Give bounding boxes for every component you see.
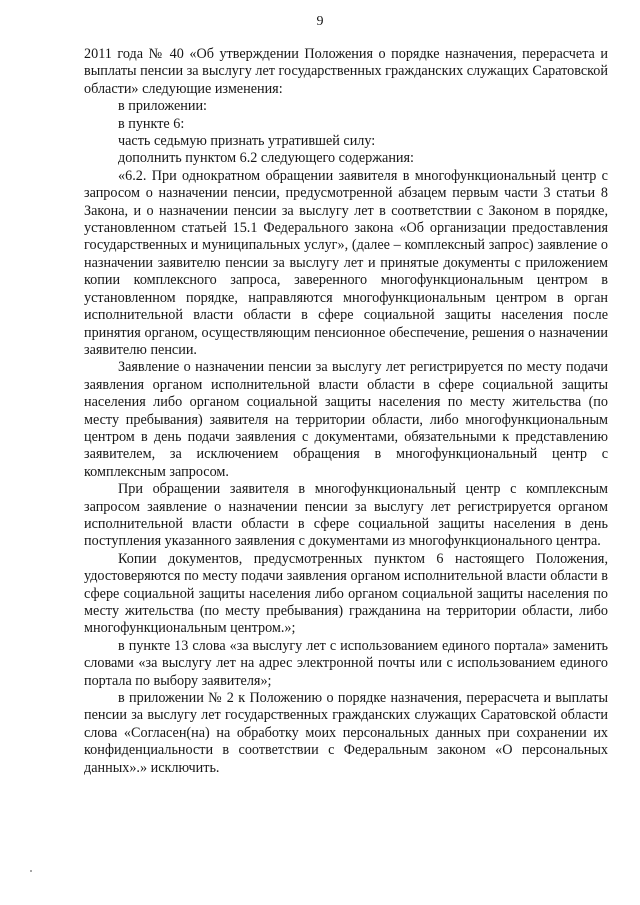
scan-speck xyxy=(30,870,32,872)
paragraph-intro: 2011 года № 40 «Об утверждении Положения о порядке назначения, перерасчета и выплаты пенсии за выслугу лет государственных гражданских служащих Саратовской области» следующие изменения: xyxy=(84,46,608,97)
document-body xyxy=(84,46,608,777)
paragraph-add-item: дополнить пунктом 6.2 следующего содержания: xyxy=(118,150,414,167)
paragraph-item-13: в пункте 13 слова «за выслугу лет с использованием единого портала» заменить словами «за выслугу лет на адрес электронной почты или с использованием единого портала по выбору заявителя»; xyxy=(84,637,608,689)
paragraph-registration: Заявление о назначении пенсии за выслугу лет регистрируется по месту подачи заявления органом исполнительной власти области в сфере социальной защиты населения либо органом социальной защиты населения по месту жительства (по месту пребывания) заявителя на территории области, либо многофункциональным центром в день подачи заявления с документами, обязательными к представлению заявителем, за исключением обращения в многофункциональный центр с комплексным запросом. xyxy=(84,359,608,480)
page-number: 9 xyxy=(316,14,324,29)
paragraph-part-seven: часть седьмую признать утратившей силу: xyxy=(118,133,376,150)
paragraph-item-6: в пункте 6: xyxy=(118,115,185,132)
paragraph-appendix-2: в приложении № 2 к Положению о порядке назначения, перерасчета и выплаты пенсии за выслугу лет государственных гражданских служащих Саратовской области слова «Согласен(на) на обработку моих персональных данных при сохранении их конфиденциальности в соответствии с Федеральным законом «О персональных данных».» исключить. xyxy=(84,690,608,776)
paragraph-document-copies: Копии документов, предусмотренных пунктом 6 настоящего Положения, удостоверяются по месту подачи заявления органом исполнительной власти области в сфере социальной защиты населения либо органом социальной защиты населения по месту жительства (по месту пребывания) гражданина на территории области, либо многофункциональным центром.»; xyxy=(84,550,608,637)
paragraph-appendix: в приложении: xyxy=(118,98,207,115)
paragraph-complex-request: При обращении заявителя в многофункциональный центр с комплексным запросом заявление о назначении пенсии за выслугу лет регистрируется органом исполнительной власти области в сфере социальной защиты населения в день поступления указанного заявления с документами из многофункционального центра. xyxy=(84,481,608,550)
paragraph-item-6-2: «6.2. При однократном обращении заявителя в многофункциональный центр с запросом о назначении пенсии, предусмотренной абзацем первым части 3 статьи 8 Закона, и о назначении пенсии за выслугу лет в соответствии с Законом в порядке, установленном статьей 15.1 Федерального закона «Об организации предоставления государственных и муниципальных услуг», (далее – комплексный запрос) заявление о назначении заявителю пенсии за выслугу лет и принятые документы с приложением копии комплексного запроса, заверенного многофункциональным центром в установленном порядке, направляются многофункциональным центром в орган исполнительной власти области в сфере социальной защиты населения после принятия органом, осуществляющим пенсионное обеспечение, решения о назначении заявителю пенсии. xyxy=(84,167,608,358)
